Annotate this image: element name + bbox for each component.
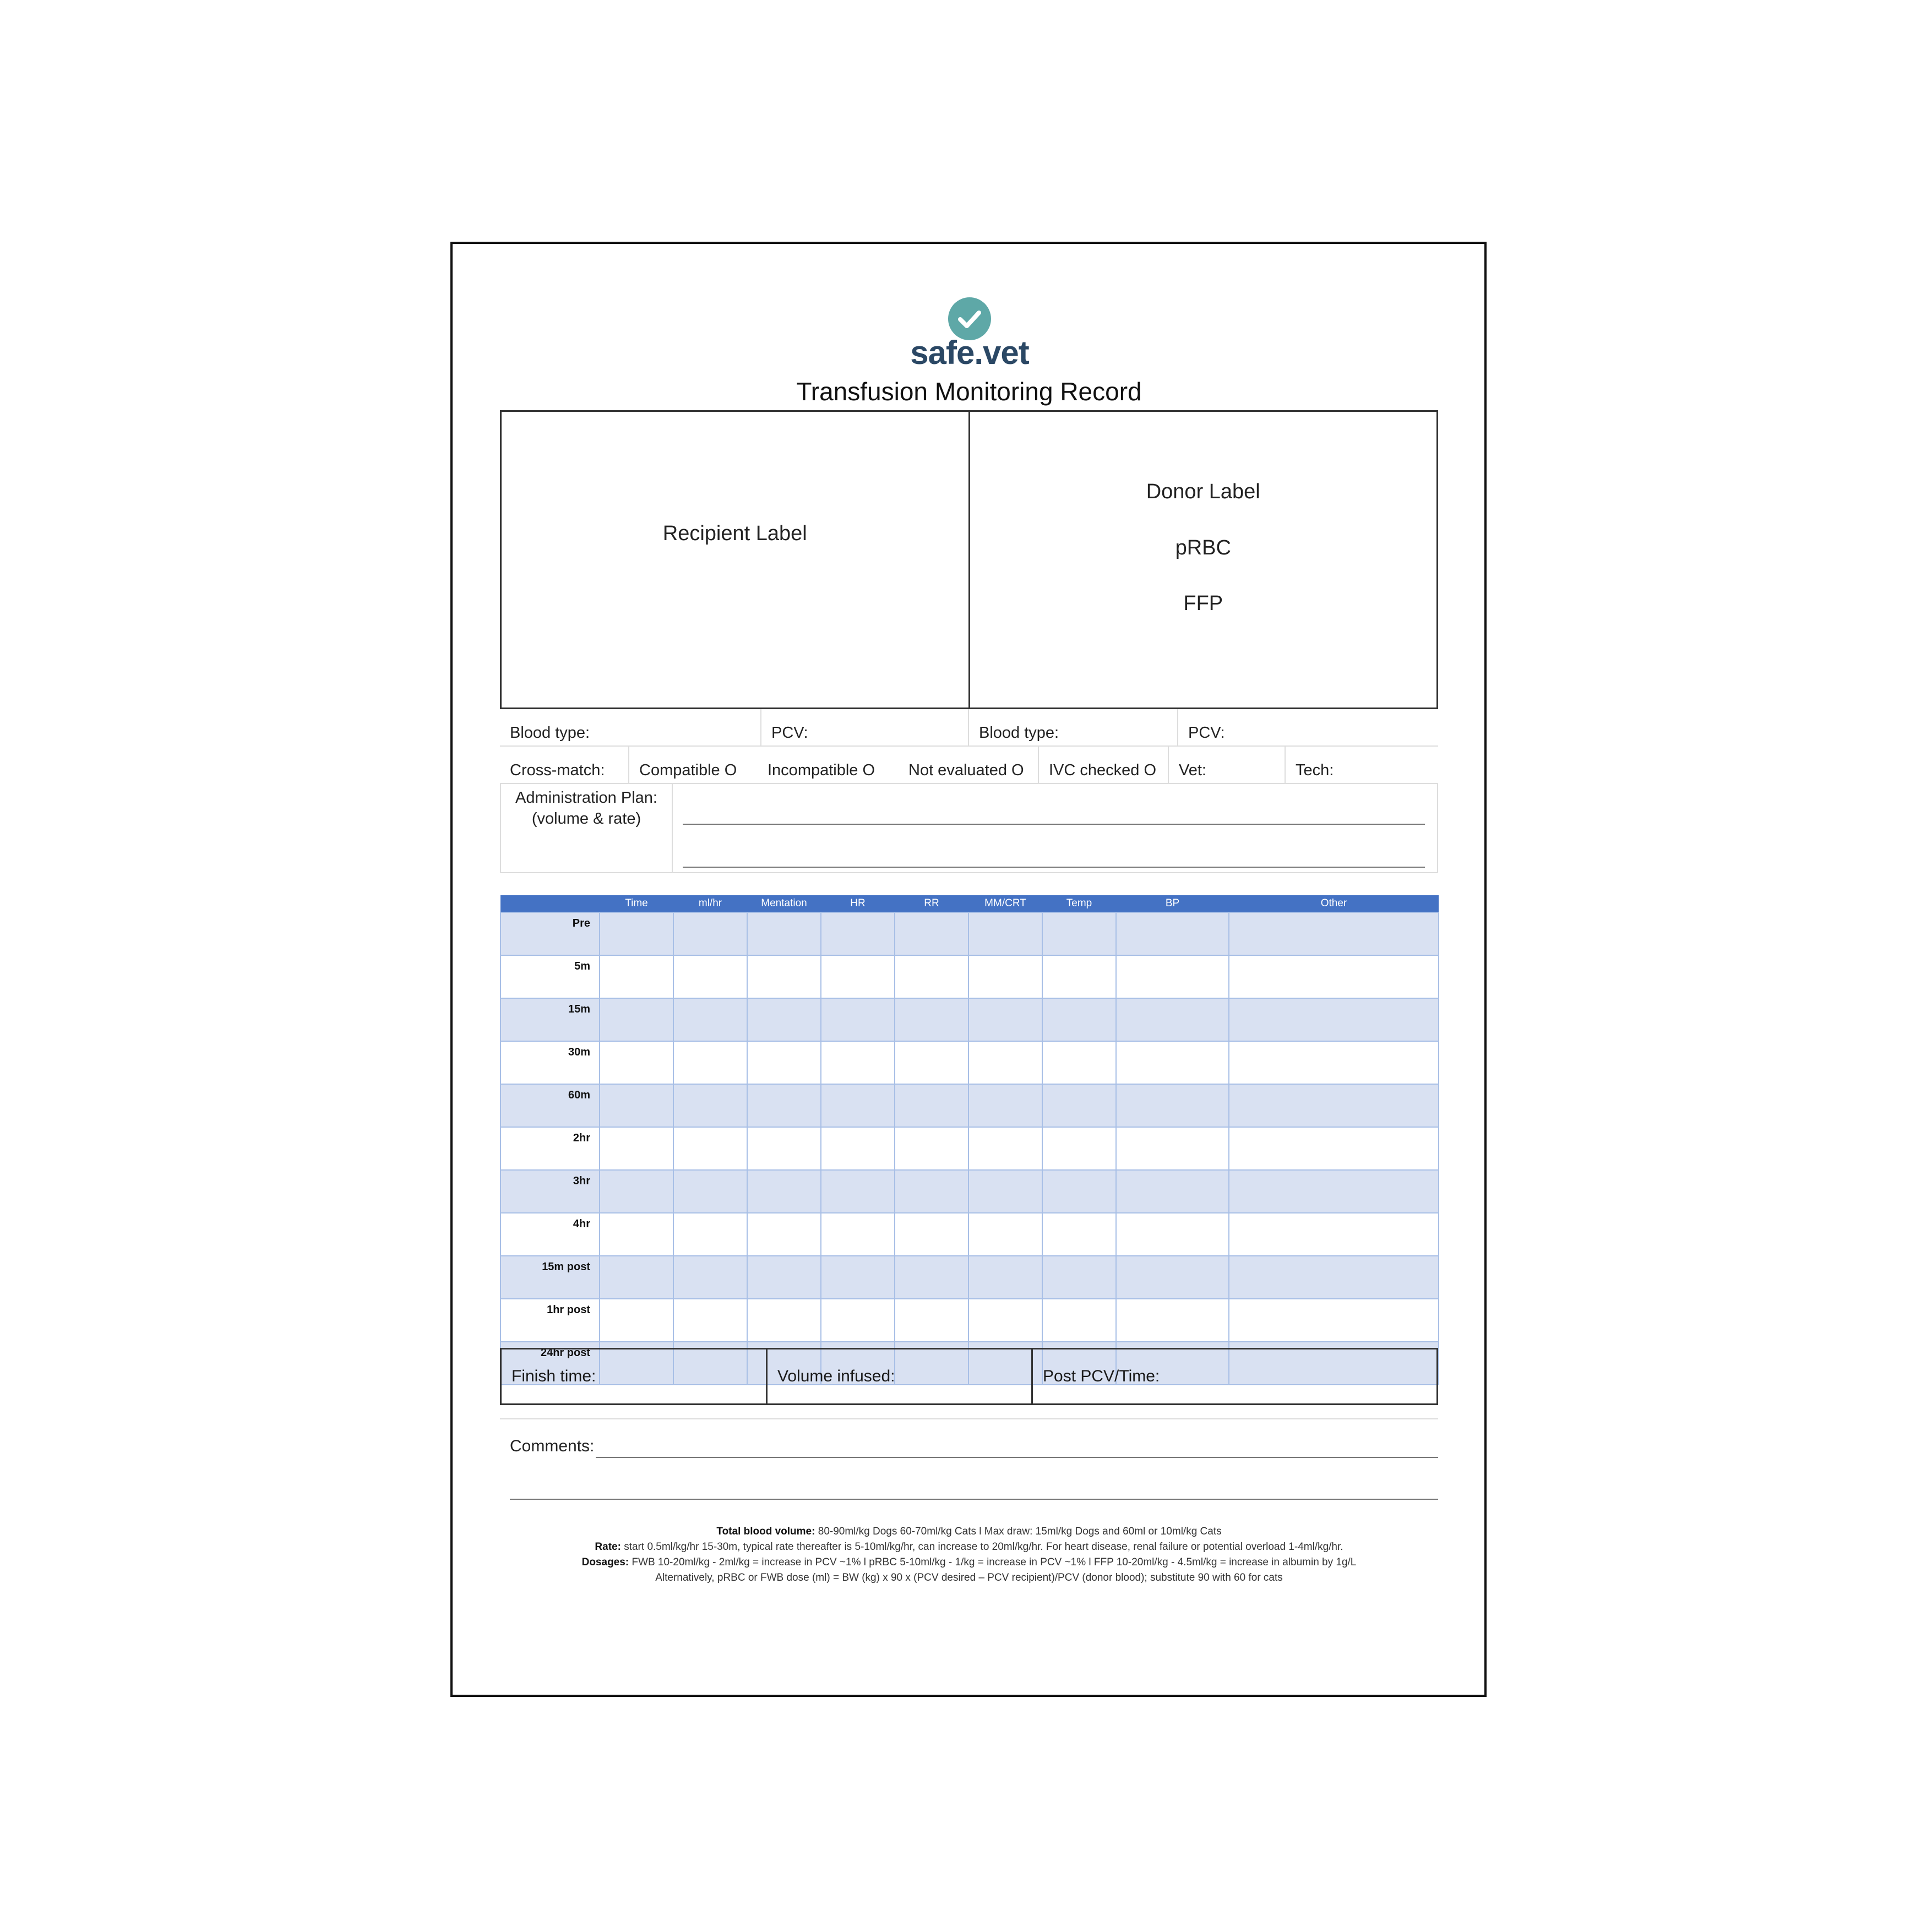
volume-infused-field[interactable]: Volume infused: bbox=[768, 1349, 1033, 1403]
table-row bbox=[500, 1170, 1439, 1213]
table-cell[interactable] bbox=[1229, 1041, 1439, 1084]
post-pcv-time-field[interactable]: Post PCV/Time: bbox=[1043, 1367, 1160, 1385]
recipient-pcv-label: PCV: bbox=[771, 724, 808, 742]
ffp-text: FFP bbox=[1183, 592, 1223, 615]
table-row bbox=[500, 1256, 1439, 1299]
table-cell[interactable] bbox=[1042, 1256, 1116, 1299]
table-cell[interactable] bbox=[747, 1170, 821, 1213]
table-cell[interactable] bbox=[1116, 1127, 1229, 1170]
row-label: 1hr post bbox=[500, 1299, 600, 1342]
cross-match-label: Cross-match: bbox=[500, 747, 629, 783]
table-cell[interactable] bbox=[1229, 912, 1439, 955]
compatible-option[interactable]: Compatible O bbox=[639, 761, 737, 779]
table-cell[interactable] bbox=[1229, 1170, 1439, 1213]
table-cell[interactable] bbox=[1116, 1213, 1229, 1256]
table-cell[interactable] bbox=[968, 1170, 1042, 1213]
recipient-label-box[interactable] bbox=[502, 412, 970, 708]
table-cell[interactable] bbox=[1229, 1213, 1439, 1256]
blood-type-row bbox=[500, 709, 1438, 747]
table-cell[interactable] bbox=[1042, 1084, 1116, 1127]
table-cell[interactable] bbox=[673, 998, 747, 1041]
table-cell[interactable] bbox=[747, 912, 821, 955]
table-cell[interactable] bbox=[673, 955, 747, 998]
row-label: 24hr post bbox=[500, 1342, 600, 1385]
donor-pcv-field[interactable] bbox=[1178, 709, 1438, 745]
row-label: Pre bbox=[500, 912, 600, 955]
table-cell[interactable] bbox=[1229, 1299, 1439, 1342]
comments-field-2[interactable] bbox=[510, 1499, 1438, 1500]
table-cell[interactable] bbox=[673, 1256, 747, 1299]
table-cell[interactable] bbox=[968, 1213, 1042, 1256]
table-cell[interactable] bbox=[1116, 1256, 1229, 1299]
column-header: RR bbox=[895, 895, 968, 912]
table-cell[interactable] bbox=[821, 1213, 895, 1256]
table-cell[interactable] bbox=[1042, 1170, 1116, 1213]
tech-field[interactable]: Tech: bbox=[1296, 761, 1334, 779]
table-cell[interactable] bbox=[821, 912, 895, 955]
table-cell[interactable] bbox=[600, 1084, 673, 1127]
total-blood-volume-note: Total blood volume: 80-90ml/kg Dogs 60-70ml/kg Cats l Max draw: 15ml/kg Dogs and 60ml or 10ml/kg Cats bbox=[716, 1526, 1222, 1537]
table-cell[interactable] bbox=[821, 998, 895, 1041]
table-cell[interactable] bbox=[968, 1041, 1042, 1084]
table-cell[interactable] bbox=[968, 998, 1042, 1041]
row-label: 2hr bbox=[500, 1127, 600, 1170]
table-cell[interactable] bbox=[673, 912, 747, 955]
write-line bbox=[683, 824, 1425, 825]
table-row bbox=[500, 1127, 1439, 1170]
table-cell[interactable] bbox=[1042, 1299, 1116, 1342]
table-cell[interactable] bbox=[673, 1170, 747, 1213]
reference-notes bbox=[500, 1524, 1438, 1586]
table-cell[interactable] bbox=[821, 1041, 895, 1084]
table-cell[interactable] bbox=[1229, 1127, 1439, 1170]
table-cell[interactable] bbox=[1042, 912, 1116, 955]
table-cell[interactable] bbox=[1229, 955, 1439, 998]
donor-label-box[interactable] bbox=[970, 412, 1437, 708]
column-header: Other bbox=[1229, 895, 1439, 912]
table-cell[interactable] bbox=[895, 912, 968, 955]
donor-label-text: Donor Label bbox=[1146, 480, 1260, 503]
cross-match-row bbox=[500, 747, 1438, 784]
finish-box bbox=[500, 1348, 1438, 1405]
table-cell[interactable] bbox=[895, 1299, 968, 1342]
table-cell[interactable] bbox=[1042, 955, 1116, 998]
comments-field[interactable] bbox=[596, 1457, 1438, 1458]
table-cell[interactable] bbox=[673, 1213, 747, 1256]
vet-field[interactable]: Vet: bbox=[1169, 747, 1286, 783]
divider bbox=[500, 1418, 1438, 1419]
table-cell[interactable] bbox=[968, 1299, 1042, 1342]
comments-label: Comments: bbox=[510, 1437, 595, 1455]
row-label: 30m bbox=[500, 1041, 600, 1084]
table-row bbox=[500, 1213, 1439, 1256]
page-title: Transfusion Monitoring Record bbox=[796, 377, 1142, 406]
column-header: Temp bbox=[1042, 895, 1116, 912]
ivc-checked-option[interactable]: IVC checked O bbox=[1039, 747, 1169, 783]
table-cell[interactable] bbox=[673, 1127, 747, 1170]
prbc-text: pRBC bbox=[1175, 536, 1231, 559]
table-cell[interactable] bbox=[1042, 998, 1116, 1041]
table-cell[interactable] bbox=[1116, 1170, 1229, 1213]
table-cell[interactable] bbox=[673, 1084, 747, 1127]
row-label: 5m bbox=[500, 955, 600, 998]
table-cell[interactable] bbox=[600, 955, 673, 998]
table-cell[interactable] bbox=[1042, 1127, 1116, 1170]
dosages-note: Dosages: FWB 10-20ml/kg - 2ml/kg = increase in PCV ~1% l pRBC 5-10ml/kg - 1/kg = increase in PCV ~1% l FFP 10-20ml/kg - 4.5ml/kg = increase in albumin by 1g/L bbox=[581, 1557, 1357, 1568]
table-cell[interactable] bbox=[1229, 1256, 1439, 1299]
table-cell[interactable] bbox=[673, 1299, 747, 1342]
table-cell[interactable] bbox=[1042, 1213, 1116, 1256]
table-row bbox=[500, 998, 1439, 1041]
table-cell[interactable] bbox=[600, 1299, 673, 1342]
table-cell[interactable] bbox=[821, 955, 895, 998]
table-header-row bbox=[500, 895, 1439, 912]
recipient-blood-type-field[interactable] bbox=[500, 709, 761, 745]
table-cell[interactable] bbox=[968, 1084, 1042, 1127]
table-cell[interactable] bbox=[895, 1256, 968, 1299]
incompatible-option[interactable]: Incompatible O bbox=[768, 761, 875, 779]
alternative-dose-note: Alternatively, pRBC or FWB dose (ml) = BW (kg) x 90 x (PCV desired – PCV recipient)/PCV (donor blood); substitute 90 with 60 for cats bbox=[655, 1572, 1283, 1583]
table-cell[interactable] bbox=[1116, 1041, 1229, 1084]
table-cell[interactable] bbox=[600, 998, 673, 1041]
table-cell[interactable] bbox=[1229, 1084, 1439, 1127]
table-row bbox=[500, 1041, 1439, 1084]
column-header: Time bbox=[600, 895, 673, 912]
row-label: 3hr bbox=[500, 1170, 600, 1213]
table-cell[interactable] bbox=[1116, 1299, 1229, 1342]
label-boxes bbox=[500, 410, 1438, 709]
row-label: 15m post bbox=[500, 1256, 600, 1299]
table-cell[interactable] bbox=[1116, 912, 1229, 955]
table-cell[interactable] bbox=[821, 1084, 895, 1127]
table-row bbox=[500, 1299, 1439, 1342]
table-cell[interactable] bbox=[895, 1170, 968, 1213]
table-cell[interactable] bbox=[895, 955, 968, 998]
administration-plan-row bbox=[500, 784, 1438, 873]
table-cell[interactable] bbox=[895, 1213, 968, 1256]
table-row bbox=[500, 912, 1439, 955]
not-evaluated-option[interactable]: Not evaluated O bbox=[899, 747, 1039, 783]
finish-time-field[interactable]: Finish time: bbox=[502, 1349, 768, 1403]
rate-note: Rate: start 0.5ml/kg/hr 15-30m, typical rate thereafter is 5-10ml/kg/hr, can increase to 20ml/kg/hr. For heart disease, renal failure or potential overload 1-4ml/kg/hr. bbox=[595, 1541, 1343, 1553]
table-cell[interactable] bbox=[600, 1256, 673, 1299]
row-label: 60m bbox=[500, 1084, 600, 1127]
table-cell[interactable] bbox=[600, 1127, 673, 1170]
table-cell[interactable] bbox=[600, 1213, 673, 1256]
table-cell[interactable] bbox=[968, 955, 1042, 998]
table-cell[interactable] bbox=[600, 1170, 673, 1213]
column-header: BP bbox=[1116, 895, 1229, 912]
table-cell[interactable] bbox=[1116, 955, 1229, 998]
administration-plan-field[interactable] bbox=[673, 784, 1437, 872]
table-cell[interactable] bbox=[1116, 998, 1229, 1041]
column-header: HR bbox=[821, 895, 895, 912]
table-row bbox=[500, 1084, 1439, 1127]
table-cell[interactable] bbox=[895, 1084, 968, 1127]
table-cell[interactable] bbox=[821, 1256, 895, 1299]
table-cell[interactable] bbox=[895, 1041, 968, 1084]
table-cell[interactable] bbox=[1042, 1041, 1116, 1084]
table-cell[interactable] bbox=[673, 1041, 747, 1084]
column-header: ml/hr bbox=[673, 895, 747, 912]
table-cell[interactable] bbox=[968, 1127, 1042, 1170]
table-cell[interactable] bbox=[747, 1256, 821, 1299]
table-cell[interactable] bbox=[747, 1084, 821, 1127]
table-cell[interactable] bbox=[821, 1170, 895, 1213]
table-cell[interactable] bbox=[747, 1299, 821, 1342]
table-row bbox=[500, 955, 1439, 998]
brand-name: safe.vet bbox=[910, 334, 1029, 371]
table-cell[interactable] bbox=[747, 998, 821, 1041]
table-cell[interactable] bbox=[747, 1041, 821, 1084]
table-cell[interactable] bbox=[747, 955, 821, 998]
table-cell[interactable] bbox=[1116, 1084, 1229, 1127]
table-cell[interactable] bbox=[747, 1127, 821, 1170]
table-cell[interactable] bbox=[968, 1256, 1042, 1299]
table-cell[interactable] bbox=[600, 1041, 673, 1084]
table-cell[interactable] bbox=[895, 1127, 968, 1170]
monitoring-table bbox=[500, 895, 1439, 1385]
recipient-pcv-field[interactable] bbox=[761, 709, 969, 745]
administration-plan-label: Administration Plan: (volume & rate) bbox=[501, 784, 673, 872]
recipient-label-text: Recipient Label bbox=[662, 522, 807, 545]
recipient-blood-type-label: Blood type: bbox=[510, 724, 590, 742]
donor-blood-type-label: Blood type: bbox=[979, 724, 1059, 742]
table-cell[interactable] bbox=[968, 912, 1042, 955]
table-cell[interactable] bbox=[747, 1213, 821, 1256]
table-cell[interactable] bbox=[821, 1127, 895, 1170]
donor-blood-type-field[interactable] bbox=[969, 709, 1178, 745]
table-cell[interactable] bbox=[600, 912, 673, 955]
column-header bbox=[500, 895, 600, 912]
column-header: Mentation bbox=[747, 895, 821, 912]
table-cell[interactable] bbox=[821, 1299, 895, 1342]
row-label: 15m bbox=[500, 998, 600, 1041]
write-line bbox=[683, 867, 1425, 868]
donor-pcv-label: PCV: bbox=[1188, 724, 1225, 742]
row-label: 4hr bbox=[500, 1213, 600, 1256]
column-header: MM/CRT bbox=[968, 895, 1042, 912]
info-area bbox=[500, 709, 1438, 873]
table-cell[interactable] bbox=[1229, 998, 1439, 1041]
table-cell[interactable] bbox=[895, 998, 968, 1041]
